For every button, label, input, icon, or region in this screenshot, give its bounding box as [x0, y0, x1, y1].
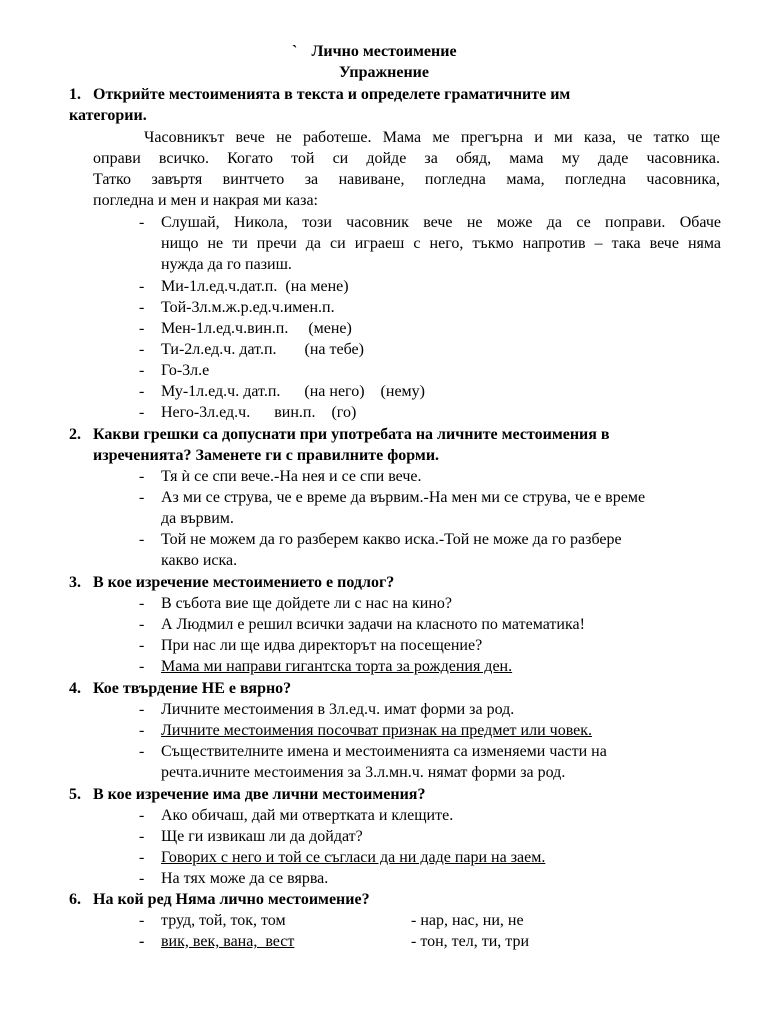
question-2-number: 2.: [69, 426, 81, 443]
question-4-text: Кое твърдение НЕ е вярно?: [93, 680, 292, 697]
option-item: Личните местоимения в 3л.ед.ч. имат форми за род.: [161, 701, 515, 718]
bullet-dash: -: [139, 828, 145, 845]
bullet-dash: -: [139, 320, 145, 337]
answer-item: Ми-1л.ед.ч.дат.п. (на мене): [161, 278, 349, 295]
bullet-dash: -: [139, 531, 145, 548]
bullet-dash: -: [139, 701, 145, 718]
question-5-text: В кое изречение има две лични местоимения?: [93, 786, 426, 803]
question-2-text: Какви грешки са допуснати при употребата на личните местоимения в: [93, 426, 610, 443]
answer-item: Му-1л.ед.ч. дат.п. (на него) (нему): [161, 383, 425, 400]
bullet-dash: -: [139, 807, 145, 824]
bullet-dash: -: [139, 595, 145, 612]
option-item-correct: Личните местоимения посочват признак на предмет или човек.: [161, 722, 593, 739]
option-item-correct: Говорих с него и той се съгласи да ни даде пари на заем.: [161, 849, 546, 866]
passage-line: Часовникът вече не работеше. Мама ме прегърна и ми каза, че татко ще: [144, 129, 720, 146]
bullet-dash: -: [139, 849, 145, 866]
answer-item: Ти-2л.ед.ч. дат.п. (на тебе): [161, 341, 364, 358]
correction-item: Аз ми се струва, че е време да вървим.-На мен ми се струва, че е време: [161, 489, 646, 506]
bullet-dash: -: [139, 658, 145, 675]
bullet-dash: -: [139, 722, 145, 739]
option-item: При нас ли ще идва директорът на посещение?: [161, 637, 483, 654]
word-row-left-correct: вик, век, вана, вест: [161, 933, 295, 950]
question-3-text: В кое изречение местоимението е подлог?: [93, 574, 395, 591]
correction-item: Тя ѝ се спи вече.-На нея и се спи вече.: [161, 468, 422, 485]
bullet-dash: -: [139, 404, 145, 421]
dialog-line: нищо не ти пречи да си играеш с него, тъкмо напротив – така вече няма: [161, 235, 721, 252]
option-item-correct: Мама ми направи гигантска торта за рождения ден.: [161, 658, 513, 675]
answer-item: Него-3л.ед.ч. вин.п. (го): [161, 404, 357, 421]
option-item-cont: речта.ичните местоимения за 3.л.мн.ч. нямат форми за род.: [161, 764, 566, 781]
page-subtitle: Упражнение: [338, 64, 429, 81]
word-row-right: - тон, тел, ти, три: [411, 933, 530, 950]
question-1-number: 1.: [69, 86, 81, 103]
question-5-number: 5.: [69, 786, 81, 803]
question-1-text: Открийте местоименията в текста и определете граматичните им: [93, 86, 571, 103]
option-item: А Людмил е решил всички задачи на класното по математика!: [161, 616, 585, 633]
passage-line: погледна и мен и накрая ми каза:: [93, 192, 318, 209]
bullet-dash: -: [139, 299, 145, 316]
bullet-dash: -: [139, 743, 145, 760]
dialog-line: нужда да го пазиш.: [161, 256, 292, 273]
bullet-dash: -: [139, 870, 145, 887]
answer-item: Мен-1л.ед.ч.вин.п. (мене): [161, 320, 352, 337]
question-4-number: 4.: [69, 680, 81, 697]
option-item: В събота вие ще дойдете ли с нас на кино?: [161, 595, 453, 612]
bullet-dash: -: [139, 912, 145, 929]
bullet-dash: -: [139, 214, 145, 231]
bullet-dash: -: [139, 468, 145, 485]
bullet-dash: -: [139, 341, 145, 358]
word-row-right: - нар, нас, ни, не: [411, 912, 524, 929]
bullet-dash: -: [139, 489, 145, 506]
question-6-text: На кой ред Няма лично местоимение?: [93, 891, 370, 908]
bullet-dash: -: [139, 383, 145, 400]
stray-mark: `: [292, 43, 298, 60]
question-1-text-cont: категории.: [69, 107, 147, 124]
question-6-number: 6.: [69, 891, 81, 908]
passage-line: Татко завъртя винтчето за навиване, погледна мама, погледна часовника,: [93, 171, 720, 188]
bullet-dash: -: [139, 637, 145, 654]
correction-item-cont: какво иска.: [161, 552, 238, 569]
word-row-left: труд, той, ток, том: [161, 912, 286, 929]
bullet-dash: -: [139, 933, 145, 950]
option-item: Ще ги извикаш ли да дойдат?: [161, 828, 363, 845]
answer-item: Той-3л.м.ж.р.ед.ч.имен.п.: [161, 299, 335, 316]
option-item: Съществителните имена и местоименията са изменяеми части на: [161, 743, 607, 760]
question-3-number: 3.: [69, 574, 81, 591]
option-item: На тях може да се вярва.: [161, 870, 329, 887]
question-2-text-cont: изреченията? Заменете ги с правилните форми.: [93, 447, 440, 464]
dialog-line: Слушай, Никола, този часовник вече не може да се поправи. Обаче: [161, 214, 721, 231]
correction-item: Той не можем да го разберем какво иска.-Той не може да го разбере: [161, 531, 622, 548]
bullet-dash: -: [139, 278, 145, 295]
correction-item-cont: да вървим.: [161, 510, 234, 527]
bullet-dash: -: [139, 362, 145, 379]
page-title: Лично местоимение: [311, 43, 457, 60]
passage-line: оправи всичко. Когато той си дойде за обяд, мама му даде часовника.: [93, 150, 720, 167]
bullet-dash: -: [139, 616, 145, 633]
answer-item: Го-3л.е: [161, 362, 210, 379]
option-item: Ако обичаш, дай ми отвертката и клещите.: [161, 807, 454, 824]
